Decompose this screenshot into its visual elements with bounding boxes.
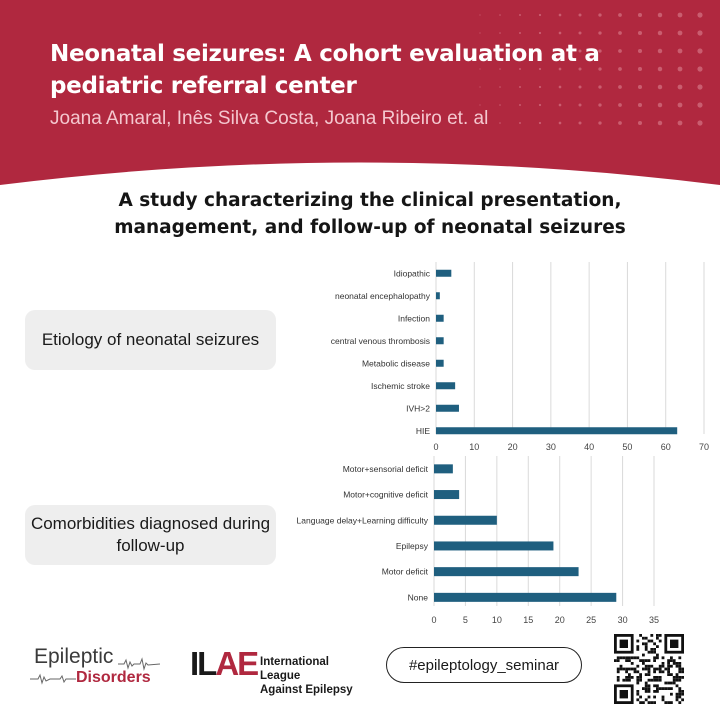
qr-module (648, 687, 651, 690)
hashtag-pill[interactable] (386, 647, 582, 683)
qr-module (678, 693, 681, 696)
qr-module (645, 682, 648, 685)
x-tick-label: 10 (491, 615, 502, 625)
qr-finder-core (620, 690, 628, 698)
qr-module (676, 673, 679, 676)
qr-module (664, 682, 667, 685)
qr-module (631, 676, 634, 679)
qr-module (656, 645, 659, 648)
qr-module (648, 670, 651, 673)
qr-module (642, 687, 645, 690)
qr-module (678, 670, 681, 673)
qr-module (667, 670, 670, 673)
qr-module (620, 665, 623, 668)
qr-module (670, 656, 673, 659)
qr-module (625, 679, 628, 682)
x-tick-label: 20 (507, 442, 518, 452)
qr-module (670, 665, 673, 668)
qr-module (636, 676, 639, 679)
qr-module (662, 687, 665, 690)
etiology-label-text: Etiology of neonatal seizures (41, 330, 260, 349)
qr-module (667, 662, 670, 665)
journal-name-top: Epileptic (34, 645, 114, 668)
qr-module (642, 662, 645, 665)
qr-module (622, 668, 625, 671)
qr-module (625, 659, 628, 662)
comorbidities-label-text: Comorbidities diagnosed during follow-up (30, 514, 271, 555)
ilae-mark-part-1: IL (190, 645, 216, 682)
qr-module (681, 698, 684, 701)
qr-module (656, 690, 659, 693)
qr-module (642, 654, 645, 657)
qr-module (636, 665, 639, 668)
qr-module (639, 673, 642, 676)
qr-code[interactable] (614, 634, 684, 704)
qr-module (634, 670, 637, 673)
x-tick-label: 0 (431, 615, 437, 625)
qr-module (628, 673, 631, 676)
qr-module (645, 659, 648, 662)
x-tick-label: 60 (660, 442, 671, 452)
qr-module (667, 687, 670, 690)
qr-module (639, 679, 642, 682)
qr-module (678, 676, 681, 679)
authors: Joana Amaral, Inês Silva Costa, Joana Ribeiro et. al (50, 108, 489, 129)
qr-module (648, 665, 651, 668)
qr-module (636, 698, 639, 701)
qr-module (653, 670, 656, 673)
qr-module (653, 701, 656, 704)
qr-module (662, 656, 665, 659)
qr-module (645, 665, 648, 668)
qr-module (628, 676, 631, 679)
category-label: Language delay+Learning difficulty (296, 515, 428, 526)
qr-module (681, 693, 684, 696)
x-tick-label: 5 (462, 615, 468, 625)
bar (436, 360, 444, 367)
bar (434, 593, 616, 602)
qr-module (653, 668, 656, 671)
hashtag-text: #epileptology_seminar (408, 656, 560, 674)
category-label: Idiopathic (393, 268, 430, 279)
category-label: Motor deficit (381, 566, 428, 577)
qr-module (636, 670, 639, 673)
ilae-name (260, 655, 370, 697)
category-label: HIE (415, 425, 430, 436)
qr-module (656, 679, 659, 682)
qr-module (673, 679, 676, 682)
qr-module (628, 679, 631, 682)
qr-module (667, 701, 670, 704)
category-label: central venous thrombosis (330, 335, 430, 346)
qr-module (662, 662, 665, 665)
qr-module (670, 693, 673, 696)
x-tick-label: 50 (622, 442, 633, 452)
qr-module (667, 665, 670, 668)
qr-module (676, 693, 679, 696)
qr-module (673, 659, 676, 662)
qr-module (653, 684, 656, 687)
qr-module (648, 668, 651, 671)
qr-module (664, 668, 667, 671)
category-label: IVH>2 (406, 403, 430, 414)
qr-module (636, 693, 639, 696)
bar (436, 315, 444, 322)
qr-module (678, 679, 681, 682)
qr-module (676, 696, 679, 699)
x-tick-label: 40 (584, 442, 595, 452)
qr-module (645, 648, 648, 651)
qr-module (678, 687, 681, 690)
qr-module (659, 676, 662, 679)
qr-module (645, 668, 648, 671)
bar (436, 292, 440, 299)
qr-module (676, 676, 679, 679)
qr-module (667, 682, 670, 685)
qr-module (650, 648, 653, 651)
qr-module (650, 665, 653, 668)
qr-module (656, 676, 659, 679)
category-label: Infection (397, 313, 430, 324)
qr-module (678, 701, 681, 704)
x-tick-label: 30 (545, 442, 556, 452)
qr-module (681, 670, 684, 673)
x-tick-label: 70 (698, 442, 710, 452)
qr-module (659, 668, 662, 671)
qr-module (628, 668, 631, 671)
qr-module (662, 665, 665, 668)
qr-module (642, 642, 645, 645)
qr-module (673, 682, 676, 685)
qr-module (636, 679, 639, 682)
qr-module (656, 687, 659, 690)
study-subtitle: A study characterizing the clinical presentation, management, and follow-up of neonatal seizures (114, 190, 626, 238)
qr-module (636, 656, 639, 659)
qr-module (664, 701, 667, 704)
qr-module (648, 701, 651, 704)
bar (436, 270, 451, 277)
category-label: Metabolic disease (361, 358, 430, 369)
qr-module (639, 701, 642, 704)
bar (434, 516, 497, 525)
x-tick-label: 15 (523, 615, 534, 625)
qr-module (648, 696, 651, 699)
qr-module (659, 679, 662, 682)
qr-module (656, 684, 659, 687)
journal-name-bottom: Disorders (76, 669, 151, 686)
qr-module (645, 673, 648, 676)
qr-module (653, 659, 656, 662)
qr-module (650, 640, 653, 643)
x-tick-label: 30 (617, 615, 628, 625)
qr-module (678, 696, 681, 699)
qr-module (625, 676, 628, 679)
qr-module (622, 679, 625, 682)
qr-module (659, 665, 662, 668)
qr-module (645, 637, 648, 640)
qr-module (617, 676, 620, 679)
qr-module (648, 684, 651, 687)
bar (436, 382, 455, 389)
qr-module (678, 668, 681, 671)
qr-module (673, 676, 676, 679)
qr-module (645, 690, 648, 693)
qr-module (622, 656, 625, 659)
qr-module (681, 668, 684, 671)
qr-module (656, 654, 659, 657)
qr-finder-core (670, 640, 678, 648)
chart-1 (297, 456, 659, 625)
qr-module (648, 651, 651, 654)
qr-module (648, 673, 651, 676)
qr-module (639, 676, 642, 679)
bar (434, 541, 553, 550)
qr-module (648, 690, 651, 693)
qr-module (667, 668, 670, 671)
qr-module (617, 668, 620, 671)
x-tick-label: 0 (433, 442, 439, 452)
bar (436, 337, 444, 344)
qr-module (645, 645, 648, 648)
qr-module (650, 679, 653, 682)
qr-module (614, 659, 617, 662)
category-label: Epilepsy (395, 540, 428, 551)
qr-module (653, 696, 656, 699)
qr-module (645, 698, 648, 701)
qr-module (656, 668, 659, 671)
bar (434, 464, 453, 473)
qr-module (667, 659, 670, 662)
qr-module (670, 659, 673, 662)
qr-module (678, 690, 681, 693)
bar (434, 567, 579, 576)
bar (436, 427, 677, 434)
category-label: neonatal encephalopathy (335, 290, 430, 301)
x-tick-label: 35 (648, 615, 660, 625)
qr-module (642, 668, 645, 671)
qr-module (656, 634, 659, 637)
qr-module (645, 684, 648, 687)
qr-module (636, 682, 639, 685)
qr-module (636, 690, 639, 693)
qr-module (656, 637, 659, 640)
qr-module (634, 668, 637, 671)
qr-module (659, 634, 662, 637)
qr-module (653, 690, 656, 693)
qr-module (676, 684, 679, 687)
qr-module (659, 640, 662, 643)
qr-module (653, 648, 656, 651)
qr-module (659, 687, 662, 690)
qr-module (645, 687, 648, 690)
qr-module (653, 676, 656, 679)
category-label: Ischemic stroke (370, 380, 430, 391)
qr-module (662, 696, 665, 699)
qr-module (650, 634, 653, 637)
ilae-mark (190, 645, 257, 683)
eeg-wave-left-icon (30, 673, 76, 685)
bar (434, 490, 459, 499)
qr-module (636, 640, 639, 643)
qr-module (676, 698, 679, 701)
page-title: Neonatal seizures: A cohort evaluation at a pediatric referral center (50, 41, 600, 99)
qr-module (664, 687, 667, 690)
qr-module (656, 656, 659, 659)
qr-module (648, 679, 651, 682)
qr-module (676, 662, 679, 665)
qr-module (662, 698, 665, 701)
qr-module (620, 668, 623, 671)
x-tick-label: 20 (554, 615, 565, 625)
qr-module (681, 690, 684, 693)
x-tick-label: 25 (586, 615, 597, 625)
ilae-name-line2: Against Epilepsy (260, 684, 353, 696)
qr-module (639, 659, 642, 662)
qr-module (662, 670, 665, 673)
qr-module (631, 656, 634, 659)
qr-module (642, 659, 645, 662)
ilae-logo (190, 645, 370, 696)
qr-module (625, 668, 628, 671)
qr-module (636, 645, 639, 648)
qr-module (628, 659, 631, 662)
qr-module (636, 648, 639, 651)
bar (436, 405, 459, 412)
qr-module (653, 642, 656, 645)
qr-module (653, 656, 656, 659)
qr-module (625, 656, 628, 659)
qr-module (631, 662, 634, 665)
qr-module (670, 701, 673, 704)
qr-module (648, 659, 651, 662)
qr-module (639, 634, 642, 637)
qr-module (645, 642, 648, 645)
qr-module (681, 676, 684, 679)
qr-module (642, 637, 645, 640)
qr-module (634, 656, 637, 659)
qr-module (653, 679, 656, 682)
qr-module (650, 701, 653, 704)
qr-module (617, 656, 620, 659)
qr-module (653, 651, 656, 654)
category-label: Motor+sensorial deficit (342, 463, 428, 474)
qr-module (678, 665, 681, 668)
epileptic-disorders-logo (30, 645, 160, 690)
qr-module (670, 687, 673, 690)
ilae-mark-part-2: AE (215, 645, 258, 682)
qr-module (617, 679, 620, 682)
qr-module (639, 696, 642, 699)
qr-module (628, 656, 631, 659)
qr-module (617, 659, 620, 662)
qr-module (670, 682, 673, 685)
category-label: None (407, 592, 428, 603)
qr-module (642, 701, 645, 704)
qr-module (670, 673, 673, 676)
qr-module (648, 640, 651, 643)
qr-module (676, 665, 679, 668)
qr-module (673, 662, 676, 665)
chart-0 (331, 262, 709, 452)
qr-module (678, 656, 681, 659)
qr-module (625, 670, 628, 673)
qr-module (667, 673, 670, 676)
qr-module (631, 668, 634, 671)
qr-module (620, 656, 623, 659)
qr-module (650, 651, 653, 654)
qr-module (676, 679, 679, 682)
qr-finder-core (620, 640, 628, 648)
qr-module (617, 670, 620, 673)
qr-module (659, 670, 662, 673)
x-tick-label: 10 (469, 442, 480, 452)
qr-module (678, 662, 681, 665)
ilae-name-line1: International League (260, 656, 330, 682)
category-label: Motor+cognitive deficit (343, 489, 428, 500)
